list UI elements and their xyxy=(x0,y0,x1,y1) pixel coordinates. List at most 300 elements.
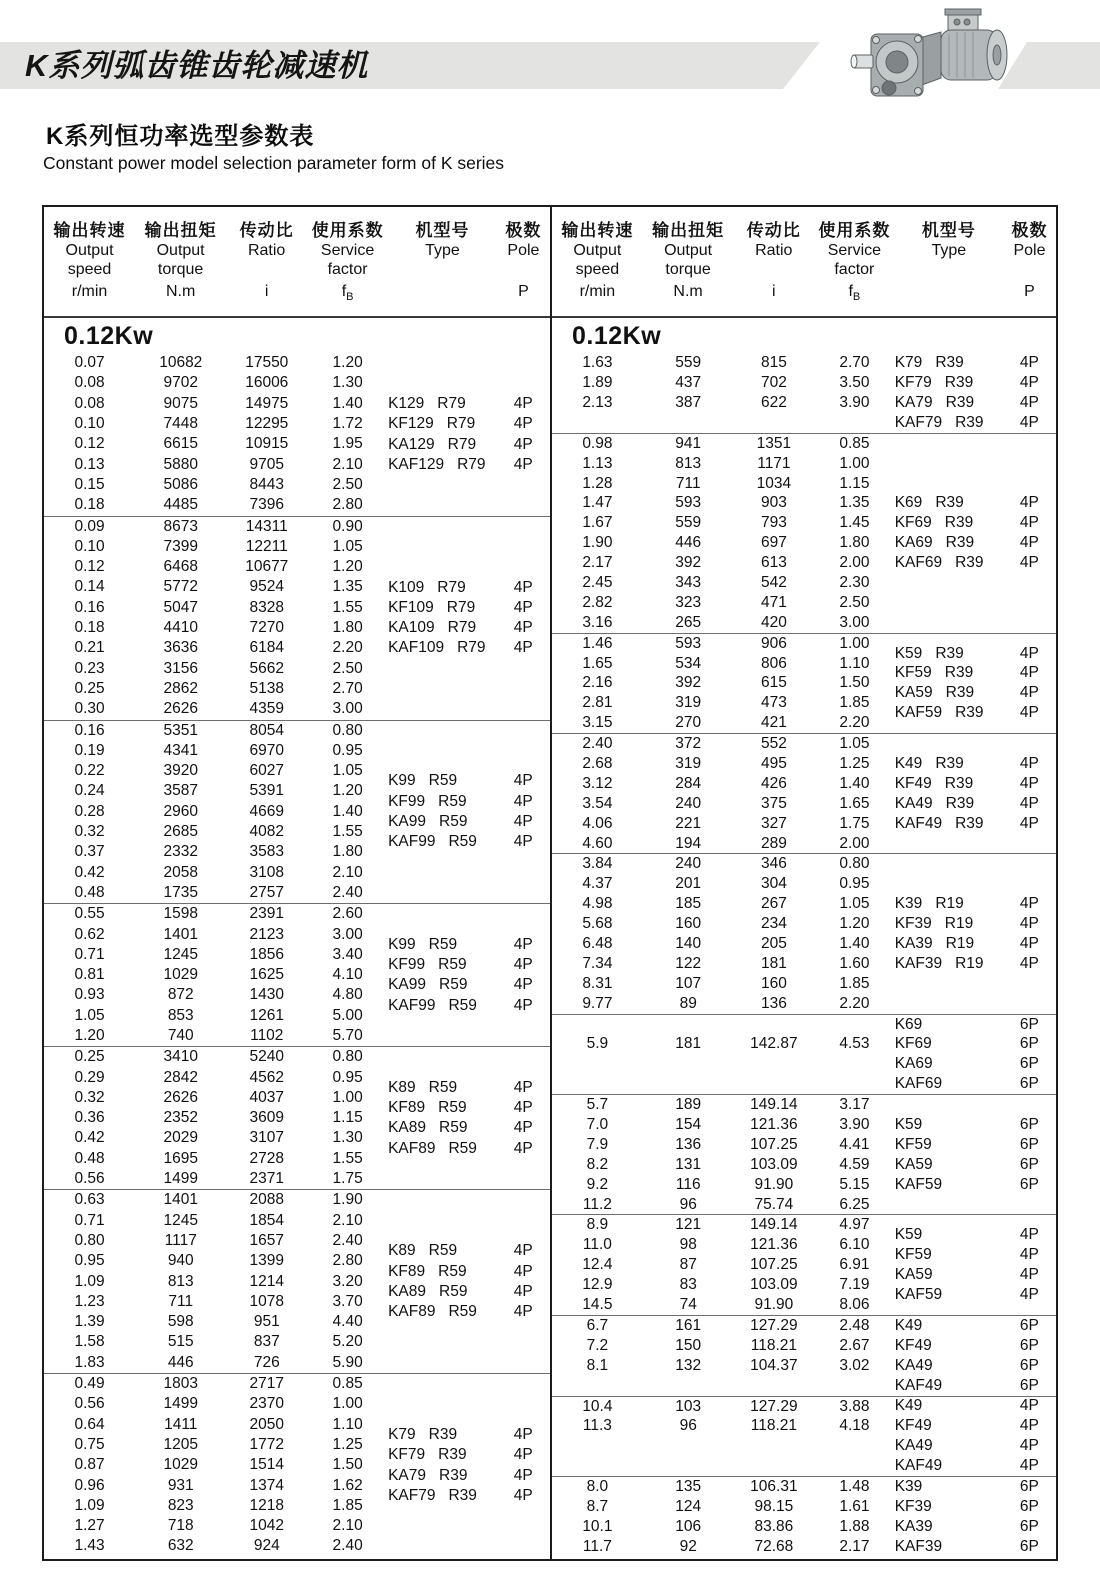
cell-value: 240 xyxy=(675,794,702,812)
model-group xyxy=(552,853,1056,1013)
cell-value: 343 xyxy=(675,573,702,591)
type-row xyxy=(388,996,550,1016)
cell-value: 74 xyxy=(679,1296,697,1314)
cell-value: 1.62 xyxy=(332,1476,363,1494)
table-row xyxy=(44,495,388,515)
model-group xyxy=(44,903,550,1046)
column-header xyxy=(814,220,895,307)
table-row xyxy=(552,1015,895,1035)
cell-value: 0.49 xyxy=(74,1375,105,1393)
type-pole: 6P xyxy=(1019,1376,1039,1394)
model-group xyxy=(552,1396,1056,1477)
cell-value: 1.65 xyxy=(582,654,613,672)
model-group xyxy=(552,1094,1056,1214)
type-row xyxy=(388,832,550,852)
cell-value: 375 xyxy=(760,794,787,812)
cell-value: 87 xyxy=(679,1256,697,1274)
type-model xyxy=(895,1246,1003,1264)
cell-value: 160 xyxy=(760,974,787,992)
cell-value: 1.00 xyxy=(332,1395,363,1413)
cell-value: 1.23 xyxy=(74,1292,105,1310)
cell-value: 0.75 xyxy=(74,1435,105,1453)
cell-value: 1657 xyxy=(249,1231,284,1249)
cell-value: 1.35 xyxy=(839,494,870,512)
cell-value: 289 xyxy=(760,834,787,852)
cell-value: 98 xyxy=(679,1236,697,1254)
cell-value: 9.2 xyxy=(586,1175,609,1193)
type-pole: 4P xyxy=(1019,1266,1039,1284)
table-row xyxy=(44,1272,388,1292)
type-model-code: KA49 xyxy=(894,794,933,812)
table-row xyxy=(44,1211,388,1231)
cell-value xyxy=(643,1456,734,1476)
cell-value: 8673 xyxy=(163,517,198,535)
cell-value: 1.30 xyxy=(332,1129,363,1147)
type-model-code: KA49 xyxy=(894,1437,933,1455)
cell-value: 0.10 xyxy=(74,537,105,555)
type-model xyxy=(895,1136,1003,1154)
table-row xyxy=(44,353,388,373)
cell-value: 1.63 xyxy=(582,354,613,372)
table-row xyxy=(552,1336,895,1356)
cell-value: 161 xyxy=(675,1316,702,1334)
cell-value: 96 xyxy=(679,1195,697,1213)
table-row xyxy=(44,925,388,945)
table-row xyxy=(552,434,895,454)
cell-value: 2.70 xyxy=(839,354,870,372)
cell-value: 1.40 xyxy=(839,935,870,953)
cell-value: 91.90 xyxy=(754,1175,794,1193)
cell-value: 265 xyxy=(675,613,702,631)
cell-value: 136 xyxy=(675,1135,702,1153)
type-pole: 4P xyxy=(1019,684,1039,702)
table-row xyxy=(552,1537,895,1557)
cell-value: 106.31 xyxy=(750,1478,798,1496)
group-values xyxy=(44,721,388,904)
cell-value: 2.50 xyxy=(839,593,870,611)
cell-value: 372 xyxy=(675,735,702,753)
cell-value: 1.25 xyxy=(839,755,870,772)
group-values xyxy=(552,1095,895,1214)
cell-value: 0.07 xyxy=(74,354,105,372)
cell-value: 14975 xyxy=(245,394,289,412)
type-pole: 4P xyxy=(513,956,533,974)
table-row xyxy=(552,1376,895,1396)
cell-value: 0.13 xyxy=(74,455,105,473)
cell-value: 4.97 xyxy=(839,1216,870,1234)
cell-value: 1.80 xyxy=(839,534,870,552)
type-model-code: KF59 xyxy=(894,1246,932,1264)
cell-value: 1430 xyxy=(249,986,284,1004)
type-variant-code: R19 xyxy=(945,934,975,952)
type-model xyxy=(895,1016,1003,1034)
type-pole: 4P xyxy=(513,833,533,851)
cell-value: 3.00 xyxy=(332,925,363,943)
cell-value: 0.80 xyxy=(839,855,870,873)
cell-value: 1598 xyxy=(163,905,198,923)
cell-value: 2352 xyxy=(163,1109,198,1127)
cell-value: 234 xyxy=(760,915,787,933)
table-row xyxy=(44,598,388,618)
cell-value: 346 xyxy=(760,855,787,873)
cell-value: 1.20 xyxy=(332,558,363,576)
cell-value: 2029 xyxy=(163,1129,198,1147)
cell-value: 0.98 xyxy=(582,434,613,452)
type-row xyxy=(388,1139,550,1159)
type-pole: 6P xyxy=(1019,1135,1039,1153)
type-pole: 6P xyxy=(1019,1175,1039,1193)
type-model-code: KF99 xyxy=(388,792,426,810)
table-row xyxy=(44,577,388,597)
table-row xyxy=(552,533,895,553)
type-model-code: K49 xyxy=(894,1397,923,1415)
type-model xyxy=(895,1397,1003,1415)
cell-value: 9.77 xyxy=(582,994,613,1012)
type-model-code: K39 xyxy=(894,895,923,913)
type-model-code: K39 xyxy=(894,1478,923,1495)
type-variant-code: R79 xyxy=(457,455,486,473)
cell-value: 10677 xyxy=(245,558,289,576)
cell-value: 116 xyxy=(675,1175,701,1193)
cell-value: 107.25 xyxy=(750,1135,798,1153)
cell-value: 2.10 xyxy=(332,1211,363,1229)
cell-value: 5772 xyxy=(163,578,198,596)
type-variant-code: R59 xyxy=(448,1139,477,1157)
type-row xyxy=(388,1282,550,1302)
cell-value: 5.00 xyxy=(332,1006,363,1024)
type-model xyxy=(388,1263,496,1281)
cell-value: 0.30 xyxy=(74,700,105,718)
type-variant-code: R59 xyxy=(428,1242,458,1260)
type-model-code: KAF59 xyxy=(894,1286,943,1304)
group-type-list xyxy=(388,517,550,720)
cell-value xyxy=(814,1376,895,1396)
type-model-code: K89 xyxy=(388,1078,416,1096)
cell-value: 1.85 xyxy=(332,1496,363,1514)
table-row xyxy=(44,618,388,638)
table-row xyxy=(44,1068,388,1088)
table-row xyxy=(552,1135,895,1155)
cell-value: 515 xyxy=(167,1333,194,1351)
cell-value: 2.70 xyxy=(332,679,363,697)
type-pole: 4P xyxy=(1019,774,1039,792)
type-model-code: KAF99 xyxy=(388,996,436,1014)
column-header-en: Pole xyxy=(507,242,540,259)
table-row xyxy=(44,842,388,862)
type-model xyxy=(388,1283,496,1301)
type-row xyxy=(895,513,1056,533)
table-row xyxy=(552,413,895,433)
cell-value: 1695 xyxy=(163,1149,198,1167)
cell-value: 1.10 xyxy=(839,654,870,672)
cell-value xyxy=(552,1074,643,1094)
type-pole: 6P xyxy=(1019,1517,1039,1535)
cell-value: 2.10 xyxy=(332,1517,363,1535)
type-variant-code: R59 xyxy=(448,996,477,1014)
table-row xyxy=(552,1477,895,1497)
cell-value xyxy=(814,1456,895,1476)
cell-value: 7.19 xyxy=(839,1276,870,1294)
cell-value: 1042 xyxy=(249,1517,284,1535)
type-model xyxy=(388,1303,496,1321)
cell-value: 2.80 xyxy=(332,496,363,514)
column-unit-subscript: B xyxy=(852,291,861,304)
type-variant-code: R39 xyxy=(955,704,984,722)
cell-value: 5662 xyxy=(249,659,284,677)
table-row xyxy=(44,455,388,475)
type-row xyxy=(895,373,1056,393)
cell-value: 2.10 xyxy=(332,863,363,881)
cell-value: 2.16 xyxy=(582,674,613,692)
table-row xyxy=(552,954,895,974)
cell-value: 6468 xyxy=(163,558,198,576)
type-model-code: KF69 xyxy=(894,514,932,532)
type-row xyxy=(895,1015,1056,1035)
cell-value: 813 xyxy=(167,1272,194,1290)
type-model-code: KAF79 xyxy=(388,1486,436,1504)
table-row xyxy=(552,573,895,593)
column-header-en: factor xyxy=(327,261,368,278)
cell-value: 3.00 xyxy=(839,613,870,631)
cell-value: 2058 xyxy=(163,863,198,881)
type-row xyxy=(388,638,550,658)
cell-value: 1029 xyxy=(163,1456,198,1474)
type-model-code: KAF59 xyxy=(894,1175,943,1193)
column-header-en: Output xyxy=(65,242,114,259)
cell-value: 2.82 xyxy=(582,593,613,611)
cell-value: 552 xyxy=(760,735,787,753)
cell-value: 8.0 xyxy=(586,1478,609,1496)
table-row xyxy=(44,945,388,965)
type-pole: 4P xyxy=(513,598,533,616)
column-header-zh: 机型号 xyxy=(415,221,470,240)
cell-value: 1854 xyxy=(249,1211,284,1229)
column-header-en xyxy=(1003,260,1056,279)
type-row xyxy=(895,914,1056,934)
type-variant-code: R39 xyxy=(428,1425,458,1443)
type-row xyxy=(388,394,550,414)
type-row xyxy=(895,1155,1056,1175)
type-row xyxy=(895,894,1056,914)
group-type-list xyxy=(388,904,550,1046)
cell-value: 11.3 xyxy=(582,1417,612,1435)
type-row xyxy=(388,434,550,454)
type-row xyxy=(895,1054,1056,1074)
table-row xyxy=(552,1054,895,1074)
cell-value: 0.24 xyxy=(74,782,105,800)
cell-value: 0.55 xyxy=(74,905,105,923)
cell-value: 1.35 xyxy=(332,578,363,596)
cell-value: 7270 xyxy=(249,619,284,637)
type-model xyxy=(895,704,1003,722)
cell-value xyxy=(552,1054,643,1074)
type-row xyxy=(895,1265,1056,1285)
type-row xyxy=(895,644,1056,664)
type-model-code: KA69 xyxy=(894,534,933,552)
cell-value xyxy=(734,1054,815,1074)
cell-value: 2626 xyxy=(163,700,198,718)
type-row xyxy=(895,954,1056,974)
type-model-code: K89 xyxy=(388,1242,416,1260)
cell-value: 1.25 xyxy=(332,1435,363,1453)
cell-value: 793 xyxy=(760,514,787,532)
cell-value: 3.90 xyxy=(839,1116,870,1134)
cell-value: 2.50 xyxy=(332,475,363,493)
cell-value: 5880 xyxy=(163,455,198,473)
type-model-code: K69 xyxy=(894,1015,923,1033)
column-unit: N.m xyxy=(165,283,196,300)
cell-value: 1102 xyxy=(250,1026,284,1044)
cell-value: 2.68 xyxy=(582,755,613,772)
type-pole: 4P xyxy=(1019,954,1039,972)
cell-value: 446 xyxy=(167,1353,194,1371)
cell-value: 446 xyxy=(675,534,702,552)
type-row xyxy=(895,934,1056,954)
cell-value: 16006 xyxy=(245,374,289,392)
cell-value: 10682 xyxy=(159,354,203,372)
cell-value: 3636 xyxy=(163,639,198,657)
column-header xyxy=(1003,220,1056,307)
cell-value: 1245 xyxy=(163,945,198,963)
cell-value: 0.23 xyxy=(74,659,105,677)
type-pole: 4P xyxy=(513,415,533,433)
cell-value: 11.2 xyxy=(582,1195,612,1213)
type-pole: 4P xyxy=(513,792,533,810)
cell-value: 2.67 xyxy=(839,1336,870,1354)
cell-value: 4.06 xyxy=(582,814,613,832)
type-model-code: KA89 xyxy=(388,1119,426,1137)
table-row xyxy=(44,965,388,985)
type-row xyxy=(388,1078,550,1098)
type-variant-code: R39 xyxy=(945,393,975,411)
cell-value: 1499 xyxy=(163,1170,198,1188)
type-pole: 4P xyxy=(1019,1457,1039,1475)
cell-value: 0.32 xyxy=(74,823,105,841)
type-model-code: KF59 xyxy=(894,1135,932,1153)
type-model xyxy=(388,997,496,1015)
type-model xyxy=(895,534,1003,552)
cell-value: 1.80 xyxy=(332,619,363,637)
cell-value: 1.85 xyxy=(839,974,870,992)
table-row xyxy=(44,1047,388,1067)
type-model-code: KAF69 xyxy=(894,554,943,572)
type-variant-code: R79 xyxy=(446,598,476,616)
table-row xyxy=(552,553,895,573)
type-model-code: KF99 xyxy=(388,956,426,974)
type-model xyxy=(895,1226,1003,1244)
table-row xyxy=(44,517,388,537)
table-row xyxy=(44,741,388,761)
type-pole: 4P xyxy=(513,435,533,453)
cell-value: 1.05 xyxy=(839,735,870,753)
cell-value: 89 xyxy=(679,994,697,1012)
cell-value: 815 xyxy=(760,354,787,372)
type-model-code: KAF129 xyxy=(388,455,445,473)
table-row xyxy=(44,1455,388,1475)
type-variant-code: R19 xyxy=(944,915,974,933)
cell-value: 327 xyxy=(760,814,787,832)
type-row xyxy=(895,1115,1056,1135)
model-group xyxy=(44,720,550,904)
cell-value: 0.87 xyxy=(74,1456,105,1474)
type-variant-code: R39 xyxy=(944,514,974,532)
type-pole: 6P xyxy=(1019,1015,1039,1033)
type-pole: 4P xyxy=(513,578,533,596)
type-variant-code: R19 xyxy=(955,954,984,972)
cell-value: 8328 xyxy=(249,598,284,616)
cell-value: 1.48 xyxy=(839,1478,870,1496)
cell-value: 154 xyxy=(675,1116,702,1134)
type-pole: 4P xyxy=(1019,1437,1039,1455)
type-model-code: KA59 xyxy=(894,684,933,702)
cell-value: 0.16 xyxy=(74,721,105,739)
table-row xyxy=(552,513,895,533)
type-model xyxy=(895,1075,1003,1093)
type-pole: 4P xyxy=(513,1099,533,1117)
type-model xyxy=(895,1266,1003,1284)
group-type-list xyxy=(895,1095,1056,1214)
type-model-code: KA49 xyxy=(894,1356,933,1374)
table-row xyxy=(552,1215,895,1235)
table-row xyxy=(552,934,895,954)
type-model xyxy=(895,955,1003,973)
cell-value: 593 xyxy=(675,634,702,652)
cell-value: 10.4 xyxy=(582,1397,613,1415)
cell-value: 4.10 xyxy=(332,966,363,984)
cell-value: 5086 xyxy=(163,475,198,493)
cell-value: 0.48 xyxy=(74,1149,105,1167)
column-unit: $f_B$ xyxy=(341,283,354,304)
type-model xyxy=(895,915,1003,933)
type-model-code: KAF39 xyxy=(894,1537,943,1555)
type-model xyxy=(895,1176,1003,1194)
cell-value: 1401 xyxy=(163,1191,198,1209)
type-variant-code: R39 xyxy=(935,754,964,772)
table-row xyxy=(552,613,895,633)
type-row xyxy=(895,393,1056,413)
type-model-code: KF129 xyxy=(388,415,434,433)
type-model-code: K99 xyxy=(388,772,416,790)
type-variant-code: R19 xyxy=(935,895,964,913)
cell-value: 2370 xyxy=(249,1395,284,1413)
type-pole: 4P xyxy=(1019,934,1039,952)
cell-value: 1.75 xyxy=(839,814,870,832)
table-row xyxy=(44,1088,388,1108)
column-header-en: factor xyxy=(834,261,875,278)
cell-value: 6.48 xyxy=(582,935,613,953)
column-unit: $f_B$ xyxy=(848,283,861,304)
cell-value: 2.10 xyxy=(332,455,363,473)
table-row xyxy=(552,794,895,814)
model-group xyxy=(552,433,1056,633)
type-pole: 4P xyxy=(513,619,533,637)
type-pole: 6P xyxy=(1019,1336,1039,1354)
page-title: K系列恒功率选型参数表 xyxy=(46,123,315,150)
cell-value: 1.90 xyxy=(582,534,613,552)
type-row xyxy=(895,1034,1056,1054)
type-variant-code: R59 xyxy=(439,976,468,994)
table-row xyxy=(44,1353,388,1373)
type-model-code: KF59 xyxy=(894,664,932,682)
group-values xyxy=(552,1397,895,1477)
cell-value: 5.70 xyxy=(332,1026,363,1044)
table-row xyxy=(44,1251,388,1271)
type-model-code: KAF89 xyxy=(388,1139,436,1157)
cell-value: 1.46 xyxy=(582,634,613,652)
cell-value: 4.41 xyxy=(839,1135,870,1153)
cell-value: 0.18 xyxy=(74,619,105,637)
model-group xyxy=(552,1315,1056,1396)
